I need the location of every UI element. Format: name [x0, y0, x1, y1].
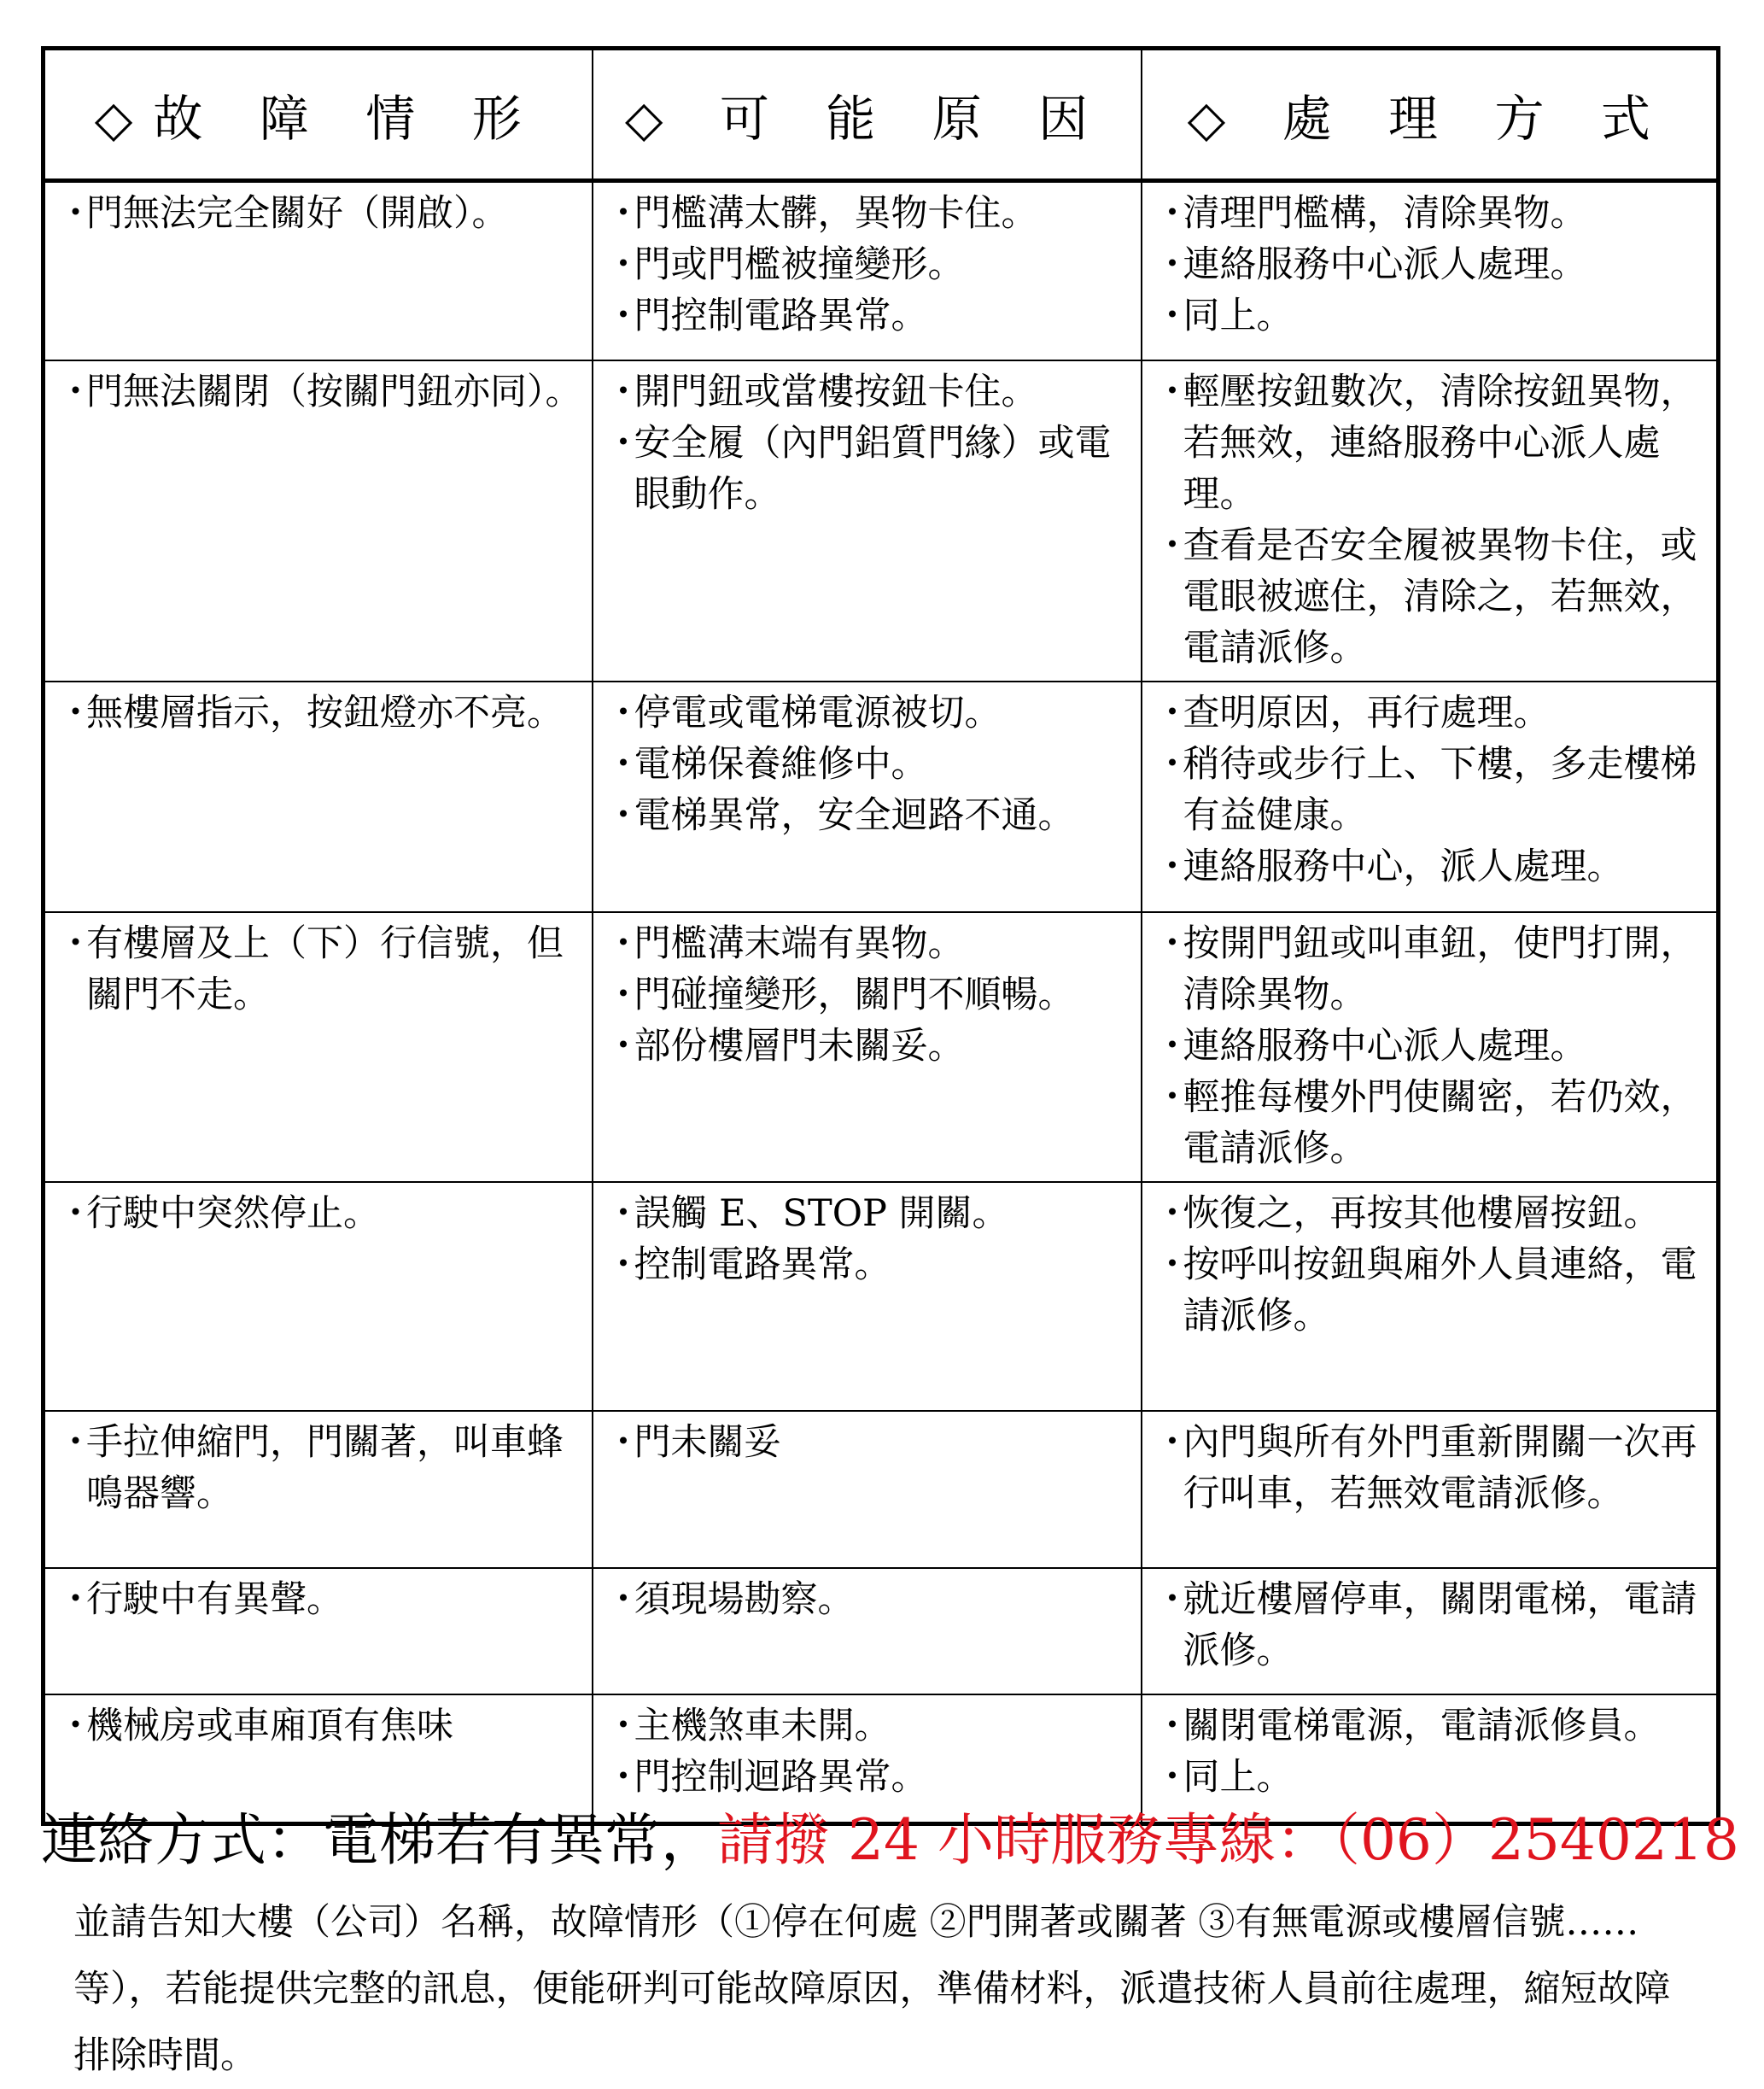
bullet-icon: ・	[605, 370, 642, 413]
actions-text: 同上。	[1183, 1755, 1294, 1799]
bullet-icon: ・	[1154, 295, 1191, 337]
causes-item	[605, 918, 1132, 969]
causes-list	[605, 1574, 1132, 1625]
actions-text: 連絡服務中心派人處理。	[1183, 243, 1587, 286]
symptom-list	[57, 366, 583, 418]
actions-list	[1154, 918, 1709, 1174]
symptom-cell	[44, 682, 593, 912]
actions-item	[1154, 1188, 1709, 1239]
symptom-text: 門無法關閉（按關門鈕亦同）。	[86, 370, 582, 413]
bullet-icon: ・	[57, 1420, 94, 1464]
actions-item	[1154, 1574, 1709, 1676]
causes-item	[605, 418, 1132, 520]
causes-list	[605, 1417, 1132, 1468]
actions-item	[1154, 1417, 1709, 1519]
bullet-icon: ・	[57, 1704, 94, 1747]
causes-list	[605, 1188, 1132, 1290]
symptom-item	[57, 1574, 583, 1625]
causes-cell	[593, 1182, 1142, 1411]
symptom-list	[57, 1188, 583, 1239]
symptom-cell	[44, 1411, 593, 1568]
actions-text: 按呼叫按鈕與廂外人員連絡，電請派修。	[1183, 1243, 1697, 1337]
causes-item	[605, 290, 1132, 342]
bullet-icon: ・	[605, 1191, 642, 1235]
causes-item	[605, 1188, 1132, 1239]
actions-text: 查看是否安全履被異物卡住，或電眼被遮住，清除之，若無效，電請派修。	[1183, 524, 1697, 670]
bullet-icon: ・	[1154, 1243, 1191, 1286]
symptom-item	[57, 188, 583, 239]
bullet-icon: ・	[605, 1420, 642, 1464]
actions-text: 恢復之，再按其他樓層按鈕。	[1183, 1191, 1661, 1235]
causes-item	[605, 1239, 1132, 1290]
bullet-icon: ・	[57, 922, 94, 965]
actions-item	[1154, 1752, 1709, 1803]
bullet-icon: ・	[1154, 742, 1191, 786]
actions-list	[1154, 366, 1709, 674]
actions-item	[1154, 188, 1709, 239]
table-row	[44, 912, 1719, 1182]
bullet-icon: ・	[605, 1704, 642, 1747]
table-row	[44, 1411, 1719, 1568]
bullet-icon: ・	[57, 1577, 94, 1621]
header-action: ◇ 處 理 方 式	[1142, 49, 1719, 181]
bullet-icon: ・	[605, 1024, 642, 1068]
actions-text: 連絡服務中心派人處理。	[1183, 1024, 1587, 1068]
bullet-icon: ・	[1154, 1755, 1191, 1799]
causes-list	[605, 1700, 1132, 1803]
causes-text: 主機煞車未開。	[634, 1704, 891, 1747]
actions-item	[1154, 841, 1709, 892]
actions-text: 就近樓層停車，關閉電梯，電請派修。	[1183, 1577, 1697, 1672]
causes-text: 門檻溝末端有異物。	[634, 922, 965, 965]
bullet-icon: ・	[57, 1191, 94, 1235]
actions-item	[1154, 688, 1709, 739]
causes-item	[605, 188, 1132, 239]
symptom-list	[57, 918, 583, 1021]
symptom-list	[57, 188, 583, 239]
causes-list	[605, 688, 1132, 841]
causes-text: 部份樓層門未關妥。	[634, 1024, 965, 1068]
bullet-icon: ・	[1154, 1704, 1191, 1747]
bullet-icon: ・	[57, 691, 94, 734]
actions-list	[1154, 688, 1709, 892]
actions-cell	[1142, 1411, 1719, 1568]
causes-text: 安全履（內門鋁質門緣）或電眼動作。	[634, 421, 1112, 516]
contact-lead: 連絡方式：電梯若有異常，	[41, 1807, 717, 1873]
bullet-icon: ・	[1154, 1075, 1191, 1119]
causes-cell	[593, 181, 1142, 360]
actions-text: 清理門檻構，清除異物。	[1183, 192, 1587, 235]
causes-text: 須現場勘察。	[634, 1577, 855, 1621]
causes-text: 門控制迴路異常。	[634, 1755, 928, 1799]
actions-cell	[1142, 682, 1719, 912]
header-symptom: ◇故 障 情 形	[44, 49, 593, 181]
symptom-cell	[44, 912, 593, 1182]
bullet-icon: ・	[1154, 370, 1191, 413]
causes-text: 開門鈕或當樓按鈕卡住。	[634, 370, 1038, 413]
bullet-icon: ・	[605, 192, 642, 235]
symptom-item	[57, 918, 583, 1021]
symptom-text: 有樓層及上（下）行信號，但關門不走。	[86, 922, 564, 1016]
bullet-icon: ・	[605, 295, 642, 337]
bullet-icon: ・	[1154, 1024, 1191, 1068]
table-body	[44, 181, 1719, 1824]
causes-item	[605, 688, 1132, 739]
symptom-item	[57, 688, 583, 739]
bullet-icon: ・	[1154, 1191, 1191, 1235]
causes-text: 電梯保養維修中。	[634, 742, 928, 786]
bullet-icon: ・	[57, 370, 94, 413]
bullet-icon: ・	[605, 1577, 642, 1621]
table-row	[44, 682, 1719, 912]
symptom-item	[57, 1188, 583, 1239]
symptom-text: 門無法完全關好（開啟）。	[86, 192, 509, 235]
bullet-icon: ・	[1154, 845, 1191, 888]
actions-item	[1154, 520, 1709, 674]
causes-cell	[593, 682, 1142, 912]
actions-item	[1154, 1700, 1709, 1752]
contact-line	[41, 1802, 1739, 1879]
actions-cell	[1142, 1568, 1719, 1694]
actions-text: 輕壓按鈕數次，清除按鈕異物，若無效，連絡服務中心派人處理。	[1183, 370, 1697, 516]
causes-item	[605, 1574, 1132, 1625]
symptom-text: 行駛中有異聲。	[86, 1577, 343, 1621]
causes-cell	[593, 360, 1142, 682]
actions-item	[1154, 918, 1709, 1021]
actions-item	[1154, 1072, 1709, 1174]
actions-cell	[1142, 1182, 1719, 1411]
actions-item	[1154, 366, 1709, 520]
bullet-icon: ・	[57, 192, 94, 235]
actions-text: 內門與所有外門重新開關一次再行叫車，若無效電請派修。	[1183, 1420, 1697, 1515]
actions-cell	[1142, 181, 1719, 360]
contact-section	[41, 1802, 1739, 2089]
symptom-item	[57, 1700, 583, 1752]
symptom-item	[57, 366, 583, 418]
actions-list	[1154, 1574, 1709, 1676]
bullet-icon: ・	[605, 243, 642, 286]
causes-item	[605, 1752, 1132, 1803]
causes-list	[605, 188, 1132, 342]
symptom-cell	[44, 1182, 593, 1411]
causes-list	[605, 918, 1132, 1072]
bullet-icon: ・	[1154, 524, 1191, 567]
symptom-cell	[44, 360, 593, 682]
symptom-cell	[44, 181, 593, 360]
actions-text: 連絡服務中心，派人處理。	[1183, 845, 1624, 888]
actions-list	[1154, 1700, 1709, 1803]
bullet-icon: ・	[605, 922, 642, 965]
actions-text: 關閉電梯電源，電請派修員。	[1183, 1704, 1661, 1747]
causes-text: 電梯異常，安全迴路不通。	[634, 793, 1075, 837]
bullet-icon: ・	[605, 1243, 642, 1286]
bullet-icon: ・	[605, 691, 642, 734]
actions-cell	[1142, 360, 1719, 682]
causes-text: 停電或電梯電源被切。	[634, 691, 1002, 734]
table-row	[44, 1568, 1719, 1694]
table-row	[44, 1182, 1719, 1411]
actions-item	[1154, 1021, 1709, 1072]
actions-item	[1154, 1239, 1709, 1342]
causes-cell	[593, 912, 1142, 1182]
actions-list	[1154, 1188, 1709, 1342]
symptom-cell	[44, 1568, 593, 1694]
actions-item	[1154, 239, 1709, 290]
header-cause: ◇ 可 能 原 因	[593, 49, 1142, 181]
bullet-icon: ・	[1154, 192, 1191, 235]
table-header-row	[44, 49, 1719, 181]
causes-item	[605, 1417, 1132, 1468]
actions-text: 按開門鈕或叫車鈕，使門打開，清除異物。	[1183, 922, 1697, 1016]
bullet-icon: ・	[1154, 243, 1191, 286]
causes-text: 誤觸 E、STOP 開關。	[634, 1191, 1009, 1235]
symptom-text: 機械房或車廂頂有焦味	[86, 1704, 453, 1747]
causes-item	[605, 1700, 1132, 1752]
contact-note-text: 並請告知大樓（公司）名稱，故障情形（①停在何處 ②門開著或關著 ③有無電源或樓層信號……等），若能提供完整的訊息，便能研判可能故障原因，準備材料，派遣技術人員前往處理，縮短故障排除時間。	[73, 1901, 1671, 2077]
contact-note	[41, 1889, 1696, 2089]
actions-list	[1154, 188, 1709, 342]
service-hotline: 請撥 24 小時服務專線：（06）2540218	[717, 1807, 1739, 1873]
actions-item	[1154, 290, 1709, 342]
causes-item	[605, 239, 1132, 290]
symptom-list	[57, 1700, 583, 1752]
table-row	[44, 360, 1719, 682]
causes-text: 門檻溝太髒，異物卡住。	[634, 192, 1038, 235]
actions-cell	[1142, 912, 1719, 1182]
causes-item	[605, 739, 1132, 790]
symptom-text: 無樓層指示，按鈕燈亦不亮。	[86, 691, 564, 734]
actions-text: 輕推每樓外門使關密，若仍效，電請派修。	[1183, 1075, 1697, 1170]
symptom-list	[57, 1574, 583, 1625]
causes-text: 門或門檻被撞變形。	[634, 243, 965, 286]
bullet-icon: ・	[1154, 922, 1191, 965]
causes-list	[605, 366, 1132, 520]
symptom-item	[57, 1417, 583, 1519]
causes-cell	[593, 1568, 1142, 1694]
causes-item	[605, 790, 1132, 841]
causes-text: 門未關妥	[634, 1420, 781, 1464]
bullet-icon: ・	[1154, 691, 1191, 734]
causes-text: 門控制電路異常。	[634, 295, 928, 337]
bullet-icon: ・	[605, 1755, 642, 1799]
symptom-text: 行駛中突然停止。	[86, 1191, 380, 1235]
bullet-icon: ・	[605, 793, 642, 837]
actions-text: 稍待或步行上、下樓，多走樓梯有益健康。	[1183, 742, 1697, 837]
bullet-icon: ・	[605, 973, 642, 1016]
causes-item	[605, 366, 1132, 418]
table-row	[44, 181, 1719, 360]
actions-list	[1154, 1417, 1709, 1519]
causes-text: 門碰撞變形，關門不順暢。	[634, 973, 1075, 1016]
bullet-icon: ・	[605, 742, 642, 786]
causes-cell	[593, 1411, 1142, 1568]
causes-text: 控制電路異常。	[634, 1243, 891, 1286]
bullet-icon: ・	[1154, 1420, 1191, 1464]
causes-item	[605, 1021, 1132, 1072]
actions-item	[1154, 739, 1709, 841]
bullet-icon: ・	[1154, 1577, 1191, 1621]
bullet-icon: ・	[605, 421, 642, 465]
causes-item	[605, 969, 1132, 1021]
symptom-list	[57, 688, 583, 739]
symptom-text: 手拉伸縮門，門關著，叫車蜂鳴器響。	[86, 1420, 564, 1515]
actions-text: 查明原因，再行處理。	[1183, 691, 1551, 734]
symptom-list	[57, 1417, 583, 1519]
actions-text: 同上。	[1183, 295, 1294, 337]
troubleshooting-table	[41, 46, 1720, 1826]
